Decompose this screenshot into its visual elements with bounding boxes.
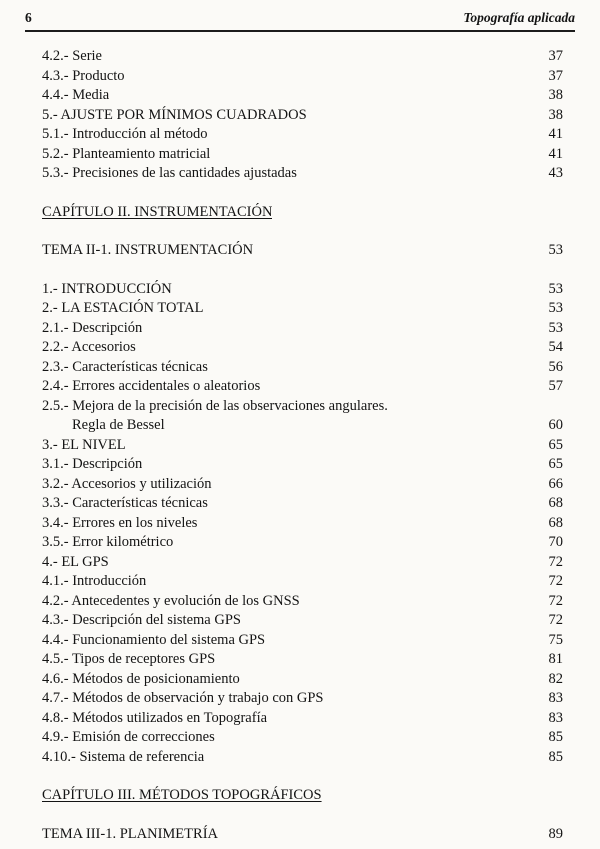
toc-entry-page-number: 65	[548, 456, 563, 472]
toc-row	[42, 553, 563, 573]
toc-entry-page-number: 72	[548, 612, 563, 628]
toc-entry-page-number: 41	[548, 126, 563, 142]
toc-entry-page-number: 38	[548, 106, 563, 123]
toc-entry-label: 4.7.- Métodos de observación y trabajo con GPS	[42, 690, 324, 706]
toc-entry-label: 3.1.- Descripción	[42, 456, 143, 472]
toc-entry-page-number: 53	[548, 242, 563, 258]
toc-entry-page-number: 70	[548, 534, 563, 550]
toc-entry-page-number: 83	[548, 690, 563, 706]
toc-row	[42, 592, 563, 612]
toc-entry-page-number: 72	[548, 573, 563, 589]
toc-row	[42, 709, 563, 729]
toc-entry-page-number: 85	[548, 729, 563, 745]
toc-row	[42, 106, 563, 126]
toc-row	[42, 436, 563, 456]
toc-entry-label: 4.4.- Media	[42, 87, 110, 103]
running-title: Topografía aplicada	[463, 10, 575, 25]
toc-entry-page-number: 89	[548, 825, 563, 842]
toc-entry-label: 4.8.- Métodos utilizados en Topografía	[42, 709, 268, 726]
toc-entry-page-number: 56	[548, 358, 563, 375]
toc-row	[42, 650, 563, 670]
toc-row	[42, 689, 563, 709]
toc-entry-label: CAPÍTULO II. INSTRUMENTACIÓN	[42, 203, 273, 220]
toc-entry-label: 4.1.- Introducción	[42, 573, 147, 589]
toc-entry-label: 4.6.- Métodos de posicionamiento	[42, 670, 240, 687]
toc-entry-label: 4.2.- Antecedentes y evolución de los GNSS	[42, 592, 300, 609]
toc-row	[42, 728, 563, 748]
toc-entry-label: 4.10.- Sistema de referencia	[42, 748, 205, 765]
toc-chapter-heading	[42, 203, 563, 223]
toc-entry-page-number: 53	[548, 300, 563, 316]
toc-tema-heading	[42, 825, 563, 845]
toc-entry-label: 5.2.- Planteamiento matricial	[42, 145, 211, 162]
toc-entry-label: 4.9.- Emisión de correcciones	[42, 729, 215, 745]
toc-entry-page-number: 72	[548, 553, 563, 570]
toc-entry-label: 3.4.- Errores en los niveles	[42, 514, 198, 531]
toc-entry-label: 2.1.- Descripción	[42, 319, 143, 336]
toc-entry-page-number: 38	[548, 87, 563, 103]
toc-row	[42, 611, 563, 631]
toc-row	[42, 358, 563, 378]
toc-row	[42, 475, 563, 495]
toc-entry-label: 3.3.- Características técnicas	[42, 495, 208, 511]
toc-entry-label: 5.- AJUSTE POR MÍNIMOS CUADRADOS	[42, 106, 307, 123]
page-header	[25, 10, 575, 32]
toc-entry-page-number: 68	[548, 514, 563, 531]
toc-entry-label: 4.5.- Tipos de receptores GPS	[42, 651, 216, 667]
toc-entry-page-number: 85	[548, 748, 563, 765]
toc-entry-page-number: 68	[548, 495, 563, 511]
toc-row	[42, 164, 563, 184]
toc-entry-label: TEMA II-1. INSTRUMENTACIÓN	[42, 242, 254, 258]
toc-row	[42, 338, 563, 358]
toc-entry-page-number: 53	[548, 319, 563, 336]
toc-entry-label: 2.4.- Errores accidentales o aleatorios	[42, 378, 261, 394]
toc-row	[42, 670, 563, 690]
toc-entry-page-number: 83	[548, 709, 563, 726]
toc-entry-page-number: 81	[548, 651, 563, 667]
toc-entry-label: 3.5.- Error kilométrico	[42, 534, 174, 550]
toc-tema-heading	[42, 241, 563, 261]
toc-entry-label: 4.- EL GPS	[42, 553, 109, 570]
toc-entry-page-number: 37	[548, 48, 563, 64]
toc-row	[42, 67, 563, 87]
toc-row	[42, 125, 563, 145]
toc-row	[42, 299, 563, 319]
toc-row	[42, 533, 563, 553]
toc-entry-page-number: 43	[548, 165, 563, 181]
toc-entry-page-number: 72	[548, 592, 563, 609]
page-number: 6	[25, 10, 32, 25]
toc-entry-label: CAPÍTULO III. MÉTODOS TOPOGRÁFICOS	[42, 787, 322, 803]
toc-row	[42, 377, 563, 397]
toc-row	[42, 494, 563, 514]
toc-entry-page-number: 66	[548, 475, 563, 492]
toc-entry-label: Regla de Bessel	[72, 417, 165, 433]
toc-entry-page-number: 75	[548, 631, 563, 648]
toc-entry-page-number: 60	[548, 417, 563, 433]
toc-entry-label: 2.2.- Accesorios	[42, 339, 136, 355]
toc-entry-label: TEMA III-1. PLANIMETRÍA	[42, 825, 218, 842]
toc-entry-page-number: 37	[548, 67, 563, 84]
toc-entry-page-number: 82	[548, 670, 563, 687]
toc-row	[42, 47, 563, 67]
toc-row	[42, 572, 563, 592]
toc-entry-label: 1.- INTRODUCCIÓN	[42, 280, 172, 297]
toc-entry-page-number: 41	[548, 145, 563, 162]
table-of-contents	[42, 47, 563, 844]
toc-entry-label: 4.3.- Descripción del sistema GPS	[42, 612, 241, 628]
toc-row	[42, 416, 563, 436]
toc-row	[42, 86, 563, 106]
toc-row	[42, 514, 563, 534]
toc-entry-label: 2.- LA ESTACIÓN TOTAL	[42, 300, 204, 316]
toc-entry-label: 4.4.- Funcionamiento del sistema GPS	[42, 631, 266, 648]
toc-entry-label: 2.5.- Mejora de la precisión de las observaciones angulares.	[42, 397, 388, 414]
toc-entry-label: 5.3.- Precisiones de las cantidades ajustadas	[42, 165, 297, 181]
toc-entry-page-number: 54	[548, 339, 563, 355]
toc-chapter-heading	[42, 786, 563, 806]
toc-entry-label: 3.- EL NIVEL	[42, 436, 126, 453]
toc-row	[42, 145, 563, 165]
toc-entry-label: 4.3.- Producto	[42, 67, 125, 84]
toc-entry-label: 4.2.- Serie	[42, 48, 102, 64]
toc-entry-page-number: 65	[548, 436, 563, 453]
toc-row	[42, 455, 563, 475]
toc-row	[42, 748, 563, 768]
toc-entry-label: 3.2.- Accesorios y utilización	[42, 475, 212, 492]
toc-entry-label: 5.1.- Introducción al método	[42, 126, 208, 142]
toc-row	[42, 280, 563, 300]
toc-entry-page-number: 57	[548, 378, 563, 394]
toc-row	[42, 397, 563, 417]
toc-row	[42, 319, 563, 339]
toc-row	[42, 631, 563, 651]
toc-entry-page-number: 53	[548, 280, 563, 297]
toc-entry-label: 2.3.- Características técnicas	[42, 358, 208, 375]
